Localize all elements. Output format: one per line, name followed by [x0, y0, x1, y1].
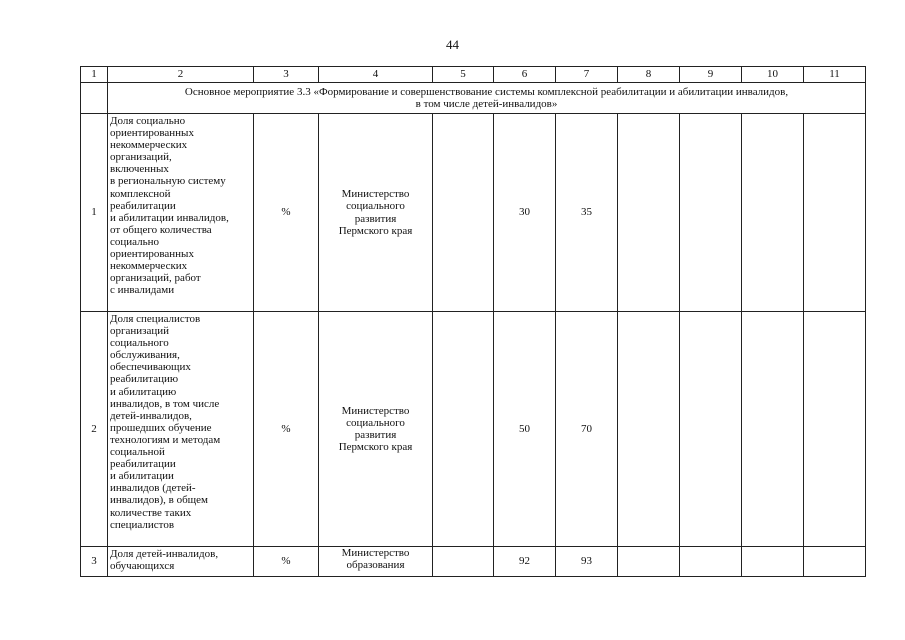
table-row: [81, 547, 866, 577]
indicator-name: Доля социально ориентированных некоммерческих организаций, включенных в региональную систему комплексной реабилитации и абилитации инвалидов, от общего количества социально ориентированных некоммерческих организаций, работ с инвалидами: [108, 114, 254, 312]
ministry-cell: Министерство социального развития Пермского края: [319, 312, 433, 547]
column-number-row: [81, 67, 866, 83]
value-cell-11: [804, 312, 866, 547]
value-cell-6: 92: [494, 547, 556, 577]
table-row: [81, 114, 866, 312]
unit-cell: %: [254, 547, 319, 577]
indicator-name: Доля детей-инвалидов, обучающихся: [108, 547, 254, 577]
column-header: 10: [742, 67, 804, 83]
column-header: 2: [108, 67, 254, 83]
value-cell-5: [433, 547, 494, 577]
section-row: [81, 83, 866, 114]
column-header: 6: [494, 67, 556, 83]
row-number: 3: [81, 547, 108, 577]
column-header: 4: [319, 67, 433, 83]
value-cell-10: [742, 114, 804, 312]
value-cell-8: [618, 312, 680, 547]
value-cell-9: [680, 547, 742, 577]
unit-cell: %: [254, 312, 319, 547]
column-header: 3: [254, 67, 319, 83]
indicators-table: [80, 66, 866, 577]
value-cell-7: 35: [556, 114, 618, 312]
value-cell-10: [742, 547, 804, 577]
column-header: 5: [433, 67, 494, 83]
column-header: 11: [804, 67, 866, 83]
value-cell-9: [680, 114, 742, 312]
column-header: 7: [556, 67, 618, 83]
value-cell-8: [618, 114, 680, 312]
ministry-cell: Министерство образования: [319, 547, 433, 577]
value-cell-9: [680, 312, 742, 547]
page-number: 44: [446, 37, 459, 52]
column-header: 8: [618, 67, 680, 83]
unit-cell: %: [254, 114, 319, 312]
indicator-name: Доля специалистов организаций социального обслуживания, обеспечивающих реабилитацию и абилитацию инвалидов, в том числе детей-инвалидов, прошедших обучение технологиям и методам социальной реабилитации и абилитации инвалидов (детей- инвалидов), в общем количестве таких специалистов: [108, 312, 254, 547]
row-number: 1: [81, 114, 108, 312]
value-cell-11: [804, 547, 866, 577]
section-title: Основное мероприятие 3.3 «Формирование и совершенствование системы комплексной реабилитации и абилитации инвалидов, в том числе детей-инвалидов»: [108, 83, 866, 114]
row-number: 2: [81, 312, 108, 547]
table-row: [81, 312, 866, 547]
column-header: 9: [680, 67, 742, 83]
value-cell-11: [804, 114, 866, 312]
ministry-cell: Министерство социального развития Пермского края: [319, 114, 433, 312]
value-cell-10: [742, 312, 804, 547]
value-cell-5: [433, 114, 494, 312]
value-cell-7: 93: [556, 547, 618, 577]
value-cell-6: 50: [494, 312, 556, 547]
column-header: 1: [81, 67, 108, 83]
value-cell-6: 30: [494, 114, 556, 312]
value-cell-8: [618, 547, 680, 577]
value-cell-7: 70: [556, 312, 618, 547]
value-cell-5: [433, 312, 494, 547]
